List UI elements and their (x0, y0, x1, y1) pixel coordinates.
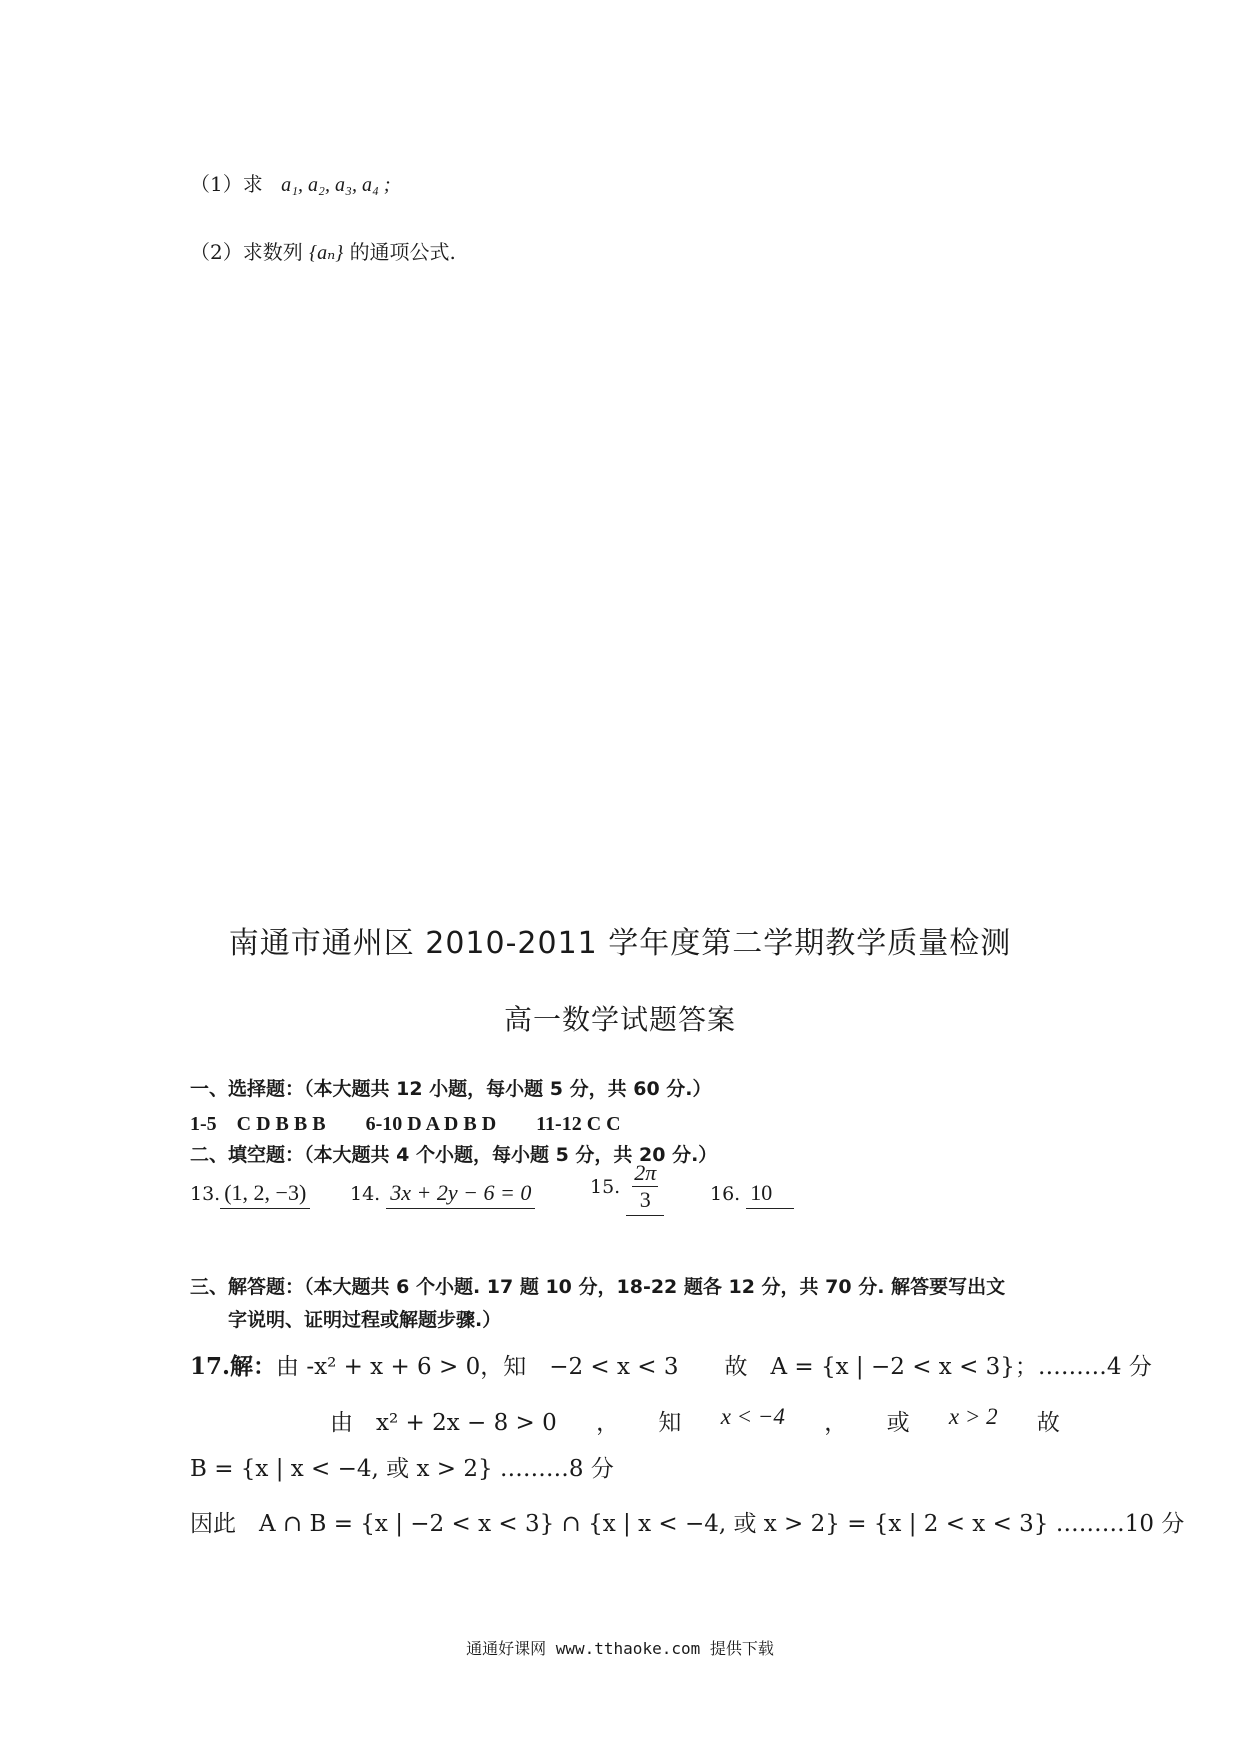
solution17-label: 17.解： (190, 1353, 277, 1380)
question-2-math: {aₙ} (309, 242, 344, 264)
solution17-line3: B = {x | x < −4, 或 x > 2} ………8 分 (190, 1456, 614, 1482)
fill-item-answer: 3x + 2y − 6 = 0 (386, 1180, 535, 1209)
fill-item-16 (710, 1180, 794, 1209)
line2-part: 故 (1036, 1410, 1060, 1436)
section2-heading: 二、填空题：（本大题共 4 个小题，每小题 5 分，共 20 分.） (190, 1144, 718, 1166)
line2-part: ， (824, 1410, 848, 1436)
line2-part: ， (596, 1410, 620, 1436)
line2-part: 或 (886, 1410, 910, 1436)
page-title: 南通市通州区 2010-2011 学年度第二学期教学质量检测 (228, 926, 1012, 961)
footer-text: 通通好课网 www.tthaoke.com 提供下载 (466, 1639, 774, 1658)
line2-part: 由 x² + 2x − 8 > 0 (330, 1410, 557, 1436)
page-subtitle: 高一数学试题答案 (503, 1003, 736, 1036)
fill-item-label: 13. (190, 1183, 221, 1205)
fill-item-answer: 10 (746, 1180, 794, 1209)
fill-item-14 (350, 1180, 535, 1209)
section3-heading-line1: 三、解答题：（本大题共 6 个小题. 17 题 10 分，18-22 题各 12 分，共 70 分. 解答要写出文 (190, 1276, 1006, 1298)
fill-item-label: 15. (590, 1176, 621, 1198)
fill-item-15 (590, 1160, 664, 1216)
fill-item-answer: (1, 2, −3) (220, 1180, 310, 1209)
question-1-math: a₁, a₂, a₃, a₄ ; (281, 174, 391, 196)
solution17-line1 (190, 1348, 1152, 1381)
fraction-numerator: 2π (634, 1160, 657, 1185)
question-2-tail: 的通项公式. (349, 240, 456, 264)
fill-item-label: 16. (710, 1183, 747, 1205)
question-1 (190, 168, 391, 197)
solution17-line4: 因此 A ∩ B = {x | −2 < x < 3} ∩ {x | x < −4, 或 x > 2} = {x | 2 < x < 3} ………10 分 (190, 1511, 1185, 1537)
line2-part: x > 2 (948, 1404, 998, 1429)
fill-item-label: 14. (350, 1183, 387, 1205)
question-1-label: （1）求 (190, 172, 263, 196)
fraction (626, 1160, 664, 1216)
fraction-denominator: 3 (639, 1187, 651, 1212)
question-2-label: （2）求数列 (190, 240, 303, 264)
section3-heading-line2: 字说明、证明过程或解题步骤.） (228, 1309, 502, 1331)
fill-item-13 (190, 1180, 310, 1209)
solution17-line2 (330, 1404, 1060, 1437)
section1-heading: 一、选择题：（本大题共 12 小题，每小题 5 分，共 60 分.） (190, 1078, 712, 1100)
section1-answers: 1-5 C D B B B 6-10 D A D B D 11-12 C C (190, 1113, 621, 1135)
line2-part: x < −4 (720, 1404, 785, 1429)
line2-part: 知 (658, 1410, 682, 1436)
solution17-line1-text: 由 -x² + x + 6 > 0，知 −2 < x < 3 故 A = {x | −2 < x < 3}；………4 分 (276, 1354, 1152, 1380)
question-2 (190, 236, 456, 265)
